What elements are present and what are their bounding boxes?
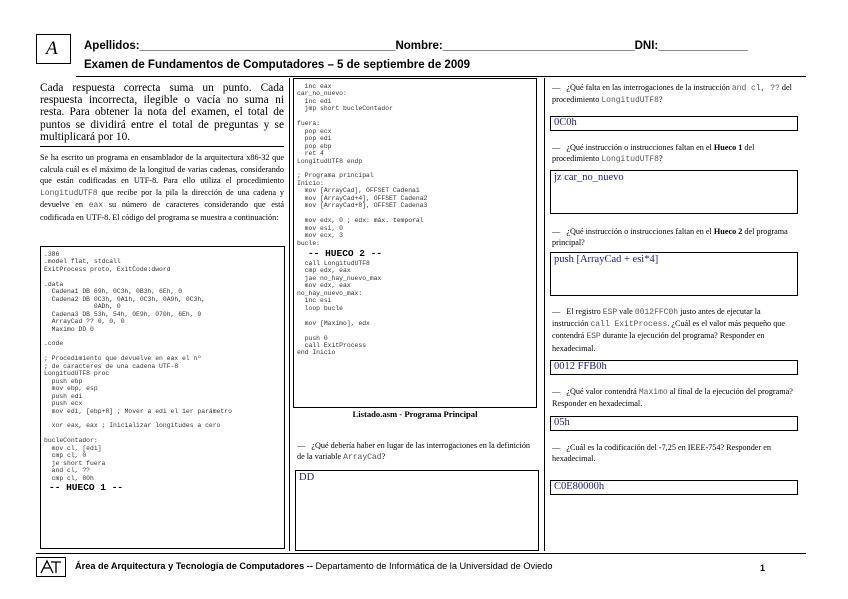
question-text: ¿Qué debería haber en lugar de las interrogaciones en la definición de la variable bbox=[297, 441, 531, 462]
code-line: pop ebp bbox=[297, 142, 332, 150]
code-line: .386 bbox=[44, 251, 60, 258]
code-line: LongitudUTF8 endp bbox=[297, 157, 363, 165]
question-code: 0012FFC0h bbox=[634, 308, 679, 317]
question-code: LongitudUTF8 bbox=[601, 96, 659, 106]
question-dash: — bbox=[297, 441, 306, 450]
code-line: fuera: bbox=[297, 120, 321, 128]
question-text: . ¿Cuál es el valor más pequeño que contendrá bbox=[552, 319, 786, 341]
code-line: mov edx, eax bbox=[297, 282, 351, 290]
code-line: pop edi bbox=[297, 135, 332, 143]
hueco-1-marker: -- HUECO 1 -- bbox=[49, 482, 124, 494]
code-lines bbox=[294, 79, 536, 247]
question-code: ESP bbox=[602, 308, 618, 317]
question-code: ESP bbox=[586, 332, 601, 342]
code-line: call ExitProcess bbox=[297, 341, 367, 349]
code-listing-part1 bbox=[40, 246, 285, 549]
question-dash: — bbox=[552, 143, 561, 152]
question-bold: Hueco 1 bbox=[713, 143, 743, 152]
code-line: mov ecx, 3 bbox=[297, 232, 344, 240]
answer-text[interactable]: C0E80000h bbox=[554, 481, 605, 492]
answer-text[interactable]: 0C0h bbox=[554, 117, 577, 128]
question-code: and cl, ?? bbox=[731, 84, 780, 93]
code-lines bbox=[41, 247, 284, 482]
header-divider bbox=[76, 76, 806, 77]
dni-field[interactable]: ______________ bbox=[658, 40, 748, 52]
exam-title: Examen de Fundamentos de Computadores – 5 de septiembre de 2009 bbox=[84, 59, 471, 71]
code-line: ; Procedimiento que devuelve en eax el nº bbox=[44, 355, 202, 363]
question-text: ¿Qué falta en las interrogaciones de la instrucción bbox=[566, 83, 730, 92]
code-line: push ebp bbox=[44, 377, 83, 385]
code-line bbox=[297, 210, 536, 217]
student-info-line bbox=[84, 40, 804, 52]
answer-box-esp[interactable] bbox=[550, 360, 798, 375]
code-line: mov [Maximo], edx bbox=[297, 319, 370, 327]
code-line: ; de caracteres de una cadena UTF-8 bbox=[44, 362, 179, 370]
code-line: bucle: bbox=[297, 239, 321, 247]
code-line: mov [ArrayCad], OFFSET Cadena1 bbox=[297, 187, 420, 195]
answer-text[interactable]: 0012 FFB0h bbox=[554, 361, 607, 372]
code-line: Maximo DD 0 bbox=[44, 325, 94, 333]
code-line bbox=[44, 430, 284, 437]
code-line: .model flat, stdcall bbox=[44, 258, 121, 266]
question-text: al final de la ejecución del programa? Responder en hexadecimal. bbox=[552, 387, 793, 409]
listing-caption: Listado.asm - Programa Principal bbox=[352, 409, 478, 419]
question-dash: — bbox=[552, 443, 561, 452]
code-line: jae no_hay_nuevo_max bbox=[297, 274, 382, 282]
question-bold: Hueco 2 bbox=[713, 227, 743, 236]
nombre-label: Nombre: bbox=[395, 40, 443, 52]
question-arraycad bbox=[297, 440, 539, 463]
logo-letter: A bbox=[46, 38, 58, 59]
code-line: mov cl, [edi] bbox=[44, 444, 102, 452]
answer-box-hueco2[interactable] bbox=[550, 252, 798, 296]
code-line: Cadena3 DB 53h, 54h, 0E9h, 070h, 6Eh, 0 bbox=[44, 310, 202, 318]
question-hueco1 bbox=[552, 142, 796, 165]
answer-text[interactable]: 05h bbox=[554, 417, 570, 428]
problem-description bbox=[40, 152, 284, 224]
question-dash: — bbox=[552, 387, 561, 396]
code-line: mov edi, [ebp+8] ; Mover a edi el 1er parámetro bbox=[44, 407, 232, 415]
code-line: mov edx, 0 ; edx: máx. temporal bbox=[297, 217, 424, 225]
question-text: ¿Qué instrucción o instrucciones faltan en el bbox=[566, 143, 712, 152]
hueco-2-marker: -- HUECO 2 -- bbox=[308, 247, 383, 259]
answer-box-arraycad[interactable] bbox=[295, 470, 539, 551]
code-line: bucleContador: bbox=[44, 437, 98, 445]
column-divider bbox=[544, 78, 545, 551]
question-text: ¿Qué instrucción o instrucciones faltan en el bbox=[566, 227, 712, 236]
question-ieee754 bbox=[552, 442, 796, 464]
question-maximo bbox=[552, 386, 796, 409]
question-text: vale bbox=[619, 307, 633, 316]
footer-divider bbox=[36, 553, 806, 554]
code-line: ret 4 bbox=[297, 150, 324, 158]
column-divider bbox=[289, 78, 290, 551]
answer-box-hueco1[interactable] bbox=[550, 170, 798, 214]
code-line bbox=[44, 415, 284, 422]
question-text: justo antes de ejecutar la instrucción bbox=[552, 307, 761, 329]
question-text: del procedimiento bbox=[552, 83, 792, 105]
desc-text: que recibe por la pila la dirección de una cadena y devuelve en bbox=[40, 187, 285, 210]
code-line bbox=[44, 348, 284, 355]
apellidos-label: Apellidos: bbox=[84, 40, 140, 52]
code-line: .data bbox=[44, 280, 64, 288]
code-line: je short fuera bbox=[44, 459, 106, 467]
code-line: mov esi, 0 bbox=[297, 224, 344, 232]
question-text: El registro bbox=[566, 307, 601, 316]
code-line bbox=[297, 327, 536, 334]
answer-box-maximo[interactable] bbox=[550, 416, 798, 431]
dni-label: DNI: bbox=[634, 40, 659, 52]
code-line: push edi bbox=[44, 392, 83, 400]
code-line: no_hay_nuevo_max: bbox=[297, 289, 363, 297]
code-line: car_no_nuevo: bbox=[297, 90, 347, 98]
footer-dept: Departamento de Informática de la Universidad de Oviedo bbox=[315, 561, 553, 571]
question-dash: — bbox=[552, 227, 561, 236]
code-line: cmp cl, 80h bbox=[44, 474, 94, 482]
desc-proc-name: LongitudUTF8 bbox=[40, 188, 98, 198]
code-line: inc edi bbox=[297, 97, 332, 105]
code-line: ExitProcess proto, ExitCode:dword bbox=[44, 265, 171, 273]
code-line: ArrayCad ?? 0, 0, 0 bbox=[44, 318, 125, 326]
apellidos-field[interactable]: ________________________________________ bbox=[139, 40, 396, 52]
question-hueco2 bbox=[552, 226, 796, 248]
question-code: call ExitProcess bbox=[590, 320, 668, 330]
code-listing-part2 bbox=[293, 78, 537, 408]
question-esp bbox=[552, 306, 796, 354]
desc-register: eax bbox=[88, 201, 104, 211]
code-line bbox=[297, 113, 536, 120]
code-line: mov ebp, esp bbox=[44, 385, 98, 393]
code-line: pop ecx bbox=[297, 127, 332, 135]
code-line bbox=[44, 333, 284, 340]
code-line: push ecx bbox=[44, 400, 83, 408]
code-line: cmp edx, eax bbox=[297, 267, 351, 275]
question-text: ? bbox=[658, 154, 663, 164]
code-lines bbox=[294, 260, 536, 357]
answer-text[interactable]: jz car_no_nuevo bbox=[554, 172, 624, 183]
code-line: jmp short bucleContador bbox=[297, 105, 393, 113]
code-line bbox=[44, 273, 284, 280]
code-line: loop bucle bbox=[297, 304, 344, 312]
answer-box-and-mask[interactable] bbox=[550, 116, 798, 131]
code-line: Inicio: bbox=[297, 179, 324, 187]
code-line: cmp cl, 0 bbox=[44, 452, 87, 460]
question-dash: — bbox=[552, 307, 561, 316]
nombre-field[interactable]: ______________________________ bbox=[442, 40, 635, 52]
footer-area: Área de Arquitectura y Tecnología de Computadores -- bbox=[75, 561, 313, 571]
footer-text bbox=[75, 561, 552, 571]
question-text: ? bbox=[658, 95, 663, 105]
question-text: del procedimiento bbox=[552, 143, 755, 164]
question-text: durante la ejecución del programa? Responder en hexadecimal. bbox=[552, 331, 765, 353]
atc-logo-icon bbox=[37, 558, 65, 576]
desc-text: Se ha escrito un programa en ensamblador de la arquitectura x86-32 que calcula cuál es el máximo de la longitud de varias cadenas, considerando que están codificadas en UTF-8. Para ello utiliza el procedimiento bbox=[40, 153, 284, 186]
answer-text[interactable]: DD bbox=[299, 472, 315, 483]
page-number: 1 bbox=[760, 563, 766, 573]
question-text: ¿Cuál es la codificación del -7,25 en IEEE-754? Responder en hexadecimal. bbox=[552, 443, 771, 464]
question-text: ? bbox=[381, 452, 386, 462]
question-code: LongitudUTF8 bbox=[601, 155, 659, 165]
answer-box-ieee754[interactable] bbox=[550, 480, 798, 495]
code-line: Cadena2 DB 0C3h, 0A1h, 0C3h, 0A9h, 0C3h, bbox=[44, 295, 206, 303]
desc-text: su número de caracteres considerando que está codificada en UTF-8. El código del programa se muestra a continuación: bbox=[40, 200, 285, 222]
code-line: 0ADh, 0 bbox=[44, 303, 121, 311]
exam-logo bbox=[36, 34, 71, 64]
grading-instructions: Cada respuesta correcta suma un punto. Cada respuesta incorrecta, ilegible o vacía no suma ni resta. Para obtener la nota del examen, el total de puntos se dividirá entre el total de preguntas y se multiplicará por 10. bbox=[40, 82, 284, 143]
code-line: mov [ArrayCad+8], OFFSET Cadena3 bbox=[297, 202, 428, 210]
code-line: Cadena1 DB 69h, 0C3h, 0B3h, 6Eh, 0 bbox=[44, 288, 183, 296]
answer-text[interactable]: push [ArrayCad + esi*4] bbox=[554, 254, 659, 265]
code-line: inc esi bbox=[297, 297, 332, 305]
code-line: and cl, ?? bbox=[44, 467, 91, 475]
code-line bbox=[297, 312, 536, 319]
question-text: ¿Qué valor contendrá bbox=[566, 387, 637, 396]
code-line: call LongitudUTF8 bbox=[297, 259, 370, 267]
question-text: del programa principal? bbox=[552, 227, 788, 248]
code-line: xor eax, eax ; Inicializar longitudes a cero bbox=[44, 422, 221, 430]
question-and-mask bbox=[552, 82, 796, 106]
code-line: mov [ArrayCad+4], OFFSET Cadena2 bbox=[297, 194, 428, 202]
question-code: ArrayCad bbox=[343, 453, 382, 463]
code-line: inc eax bbox=[297, 83, 332, 90]
question-dash: — bbox=[552, 83, 561, 92]
code-line: ; Programa principal bbox=[297, 172, 374, 180]
department-logo bbox=[36, 557, 66, 577]
code-line bbox=[297, 165, 536, 172]
code-line: push 0 bbox=[297, 334, 328, 342]
code-line: .code bbox=[44, 340, 64, 348]
question-code: Maximo bbox=[638, 388, 668, 397]
code-line: LongitudUTF8 proc bbox=[44, 370, 110, 378]
intro-divider bbox=[40, 146, 284, 147]
code-line: end Inicio bbox=[297, 349, 336, 357]
